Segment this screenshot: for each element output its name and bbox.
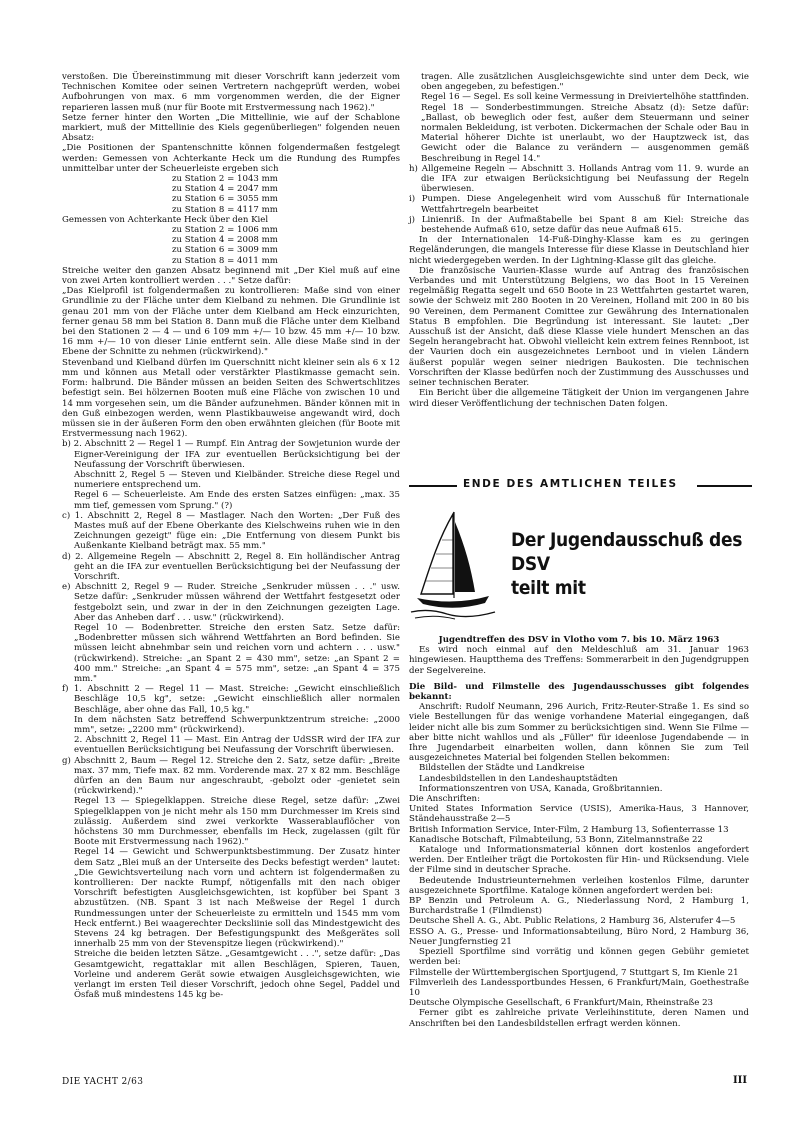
paragraph: h) Allgemeine Regeln — Abschnitt 3. Hollands Antrag vom 11. 9. wurde an die IFA zur etwaigen Berücksichtigung bei Neufassung der Regeln überwiesen. (409, 163, 749, 195)
paragraph: zu Station 6 = 3009 mm (172, 245, 278, 256)
paragraph: zu Station 4 = 2008 mm (172, 235, 278, 246)
paragraph: „Die Positionen der Spantenschnitte können folgendermaßen festgelegt werden: Gemessen von Achterkante Heck um die Rundung des Rumpfes unmittelbar unter der Scheuerleiste ergeben sich (62, 143, 400, 174)
banner-rule-left (409, 485, 457, 487)
end-of-official-section-banner (409, 478, 752, 492)
sailboat-illustration (409, 508, 499, 623)
paragraph: British Information Service, Inter-Film, 2 Hamburg 13, Sofienterrasse 13 (409, 824, 729, 835)
section-title (511, 528, 752, 600)
paragraph: Gemessen von Achterkante Heck über den Kiel (62, 214, 269, 225)
paragraph: Abschnitt 2, Regel 5 — Steven und Kielbänder. Streiche diese Regel und numeriere entsprechend um. (74, 469, 400, 491)
paragraph: f) 1. Abschnitt 2 — Regel 11 — Mast. Streiche: „Gewicht einschließlich Beschläge 10,5 kg", setze: „Gewicht einschließlich aller normalen Beschläge, aber ohne das Fall, 10,5 kg." (62, 684, 400, 715)
paragraph: c) 1. Abschnitt 2, Regel 8 — Mastlager. Nach den Worten: „Der Fuß des Mastes muß auf der Ebene Oberkante des Kielschweins ruhen wie in den Zeichnungen gezeigt" füge ein: „Die Entfernung von diesem Punkt bis Außenkante Kielband beträgt max. 55 mm." (62, 510, 400, 552)
youth-committee-header (409, 508, 752, 623)
paragraph: Filmverleih des Landessportbundes Hessen, 6 Frankfurt/Main, Goethestraße 10 (409, 977, 749, 998)
paragraph: Setze ferner hinter den Worten „Die Mittellinie, wie auf der Schablone markiert, muß der Mittellinie des Kiels gegenüberliegen" folgenden neuen Absatz: (62, 112, 400, 144)
paragraph: Die Bild- und Filmstelle des Jugendausschusses gibt folgendes bekannt: (409, 681, 749, 703)
paragraph: zu Station 4 = 2047 mm (172, 184, 278, 195)
paragraph: Regel 13 — Spiegelklappen. Streiche diese Regel, setze dafür: „Zwei Spiegelklappen von je nicht mehr als 150 mm Durchmesser im Kreis sind zulässig. Außerdem sind zwei verkorkte Wasserablauflöcher von höchstens 30 mm Durchmesser, ebenfalls im Heck, zugelassen (gilt für Boote mit Erstvermessung nach 1962)." (74, 796, 400, 848)
paragraph: zu Station 2 = 1043 mm (172, 174, 278, 185)
paragraph: i) Pumpen. Diese Angelegenheit wird vom Ausschuß für Internationale Wettfahrtregeln bearbeitet (409, 194, 749, 215)
paragraph: d) 2. Allgemeine Regeln — Abschnitt 2, Regel 8. Ein holländischer Antrag geht an die IFA zur eventuellen Berücksichtigung bei der Neufassung der Vorschrift. (62, 551, 400, 582)
paragraph: Speziell Sportfilme sind vorrätig und können gegen Gebühr gemietet werden bei: (409, 947, 749, 968)
paragraph: Regel 14 — Gewicht und Schwerpunktsbestimmung. Der Zusatz hinter dem Satz „Blei muß an der Unterseite des Decks befestigt werden" lautet: „Die Gewichtsverteilung nach vorn und achtern ist folgendermaßen zu kontrollieren: Der nackte Rumpf, nötigenfalls mit den nach obiger Vorschrift befestigten Ausgleichsgewichten, ist kopfüber bei Spant 3 abzustützen. (NB. Spant 3 ist nach Meßweise der Regel 1 durch Rundmessungen unter der Scheuerleiste zu ermitteln und 1545 mm vom Heck entfernt.) Bei waagerechter Decksliinie soll das Mindestgewicht des Stevens 24 kg betragen. Der Befestigungspunkt des Meßgerätes soll innerhalb 25 mm von der Stevenspitze liegen (rückwirkend)." (74, 847, 400, 950)
paragraph: In der Internationalen 14-Fuß-Dinghy-Klasse kam es zu geringen Regeländerungen, die mangels Interesse für diese Klasse in Deutschland hier nicht wiedergegeben werden. In der Lightning-Klasse gilt das gleiche. (409, 235, 749, 266)
paragraph: b) 2. Abschnitt 2 — Regel 1 — Rumpf. Ein Antrag der Sowjetunion wurde der Eigner-Vereinigung der IFA zur eventuellen Berücksichtigung bei der Neufassung der Vorschrift überwiesen. (62, 439, 400, 470)
paragraph: j) Linienriß. In der Aufmaßtabelle bei Spant 8 am Kiel: Streiche das bestehende Aufmaß 610, setze dafür das neue Aufmaß 615. (409, 214, 749, 236)
paragraph: Regel 16 — Segel. Es soll keine Vermessung in Dreiviertelhöhe stattfinden. (421, 92, 749, 103)
paragraph: zu Station 6 = 3055 mm (172, 194, 278, 205)
paragraph: Regel 6 — Scheuerleiste. Am Ende des ersten Satzes einfügen: „max. 35 mm tief, gemessen vom Sprung." (?) (74, 490, 400, 511)
right-column-top (409, 72, 749, 409)
paragraph: e) Abschnitt 2, Regel 9 — Ruder. Streiche „Senkruder müssen . . ." usw. Setze dafür: „Senkruder müssen während der Wettfahrt festgesetzt oder festgebolzt sein, und zwar in der in den Zeichnungen gezeigten Lage. Aber das Anheben darf . . . usw." (rückwirkend). (62, 582, 400, 623)
paragraph: Stevenband und Kielband dürfen im Querschnitt nicht kleiner sein als 6 x 12 mm und können aus Metall oder verstärkter Plastikmasse gemacht sein. Form: halbrund. Die Bänder müssen an beiden Seiten des Schwertschlitzes befestigt sein. Bei hölzernen Booten muß eine Fläche von zwischen 10 und 14 mm vorgesehen sein, um die Bänder aufzunehmen. Bänder können mit in den Guß einbezogen werden, wenn Plastikbauweise angewandt wird, doch müssen sie in der äußeren Form den oben erwähnten gleichen (für Boote mit Erstvermessung nach 1962). (62, 357, 400, 440)
paragraph: Bildstellen der Städte und Landkreise (419, 763, 585, 774)
paragraph: Kataloge und Informationsmaterial können dort kostenlos angefordert werden. Der Entleiher trägt die Portokosten für Hin- und Rücksendung. Viele der Filme sind in deutscher Sprache. (409, 845, 749, 876)
paragraph: Anschrift: Rudolf Neumann, 296 Aurich, Fritz-Reuter-Straße 1. Es sind so viele Bestellungen für das wenige vorhandene Material eingegangen, daß leider nicht alle bis zum Sommer zu berücksichtigen sind. Wenn Sie Filme — aber bitte nicht wahllos und als „Füller" für ideenlose Jugendabende — in Ihre Jugendarbeit einarbeiten wollen, dann können Sie zum Teil ausgezeichnetes Material bei folgenden Stellen bekommen: (409, 702, 749, 764)
paragraph: 2. Abschnitt 2, Regel 11 — Mast. Ein Antrag der UdSSR wird der IFA zur eventuellen Berücksichtigung bei Neufassung der Vorschrift überwiesen. (74, 735, 400, 756)
paragraph: Landesbildstellen in den Landeshauptstädten (419, 773, 618, 784)
paragraph: Jugendtreffen des DSV in Vlotho vom 7. bis 10. März 1963 (438, 635, 720, 645)
paragraph: Kanadische Botschaft, Filmabteilung, 53 Bonn, Zitelmannstraße 22 (409, 834, 703, 845)
paragraph: Filmstelle der Württembergischen Sportjugend, 7 Stuttgart S, Im Kienle 21 (409, 967, 739, 978)
paragraph: zu Station 8 = 4011 mm (172, 255, 278, 266)
paragraph: „Das Kielprofil ist folgendermaßen zu kontrollieren: Maße sind von einer Grundlinie zu der Fläche unter dem Kielband zu nehmen. Die Grundlinie ist genau 201 mm von der Fläche unter dem Kielband am Heck einzurichten, ferner genau 58 mm bei Station 8. Dann muß die Fläche unter dem Kielband bei den Stationen 2 — 4 — und 6 109 mm +/— 10 bzw. 45 mm +/— 10 bzw. 16 mm +/— 10 von dieser Linie entfernt sein. Alle diese Maße sind in der Ebene der Schnitte zu nehmen (rückwirkend)." (62, 286, 400, 358)
paragraph: zu Station 8 = 4117 mm (172, 204, 278, 215)
right-column-bottom (409, 635, 749, 1029)
paragraph: BP Benzin und Petroleum A. G., Niederlassung Nord, 2 Hamburg 1, Burchardstraße 1 (Filmdienst) (409, 896, 749, 917)
paragraph: Streiche die beiden letzten Sätze. „Gesamtgewicht . . .", setze dafür: „Das Gesamtgewicht, regattaklar mit allen Beschlägen, Spieren, Tauen, Vorleine und anderem Gerät sowie etwaigen Ausgleichsgewichten, wie verlangt im ersten Teil dieser Vorschrift, jedoch ohne Segel, Paddel und Ösfaß muß mindestens 145 kg be- (74, 949, 400, 1001)
paragraph: Ferner gibt es zahlreiche private Verleihinstitute, deren Namen und Anschriften bei den Landesbildstellen erfragt werden können. (409, 1008, 749, 1029)
paragraph: g) Abschnitt 2, Baum — Regel 12. Streiche den 2. Satz, setze dafür: „Breite max. 37 mm, Tiefe max. 82 mm. Vorderende max. 27 x 82 mm. Beschläge dürfen an den Baum nur angeschraubt, -gebolzt oder -genietet sein (rückwirkend)." (62, 755, 400, 797)
paragraph: United States Information Service (USIS), Amerika-Haus, 3 Hannover, Ständehausstraße 2—5 (409, 804, 749, 825)
paragraph: Ein Bericht über die allgemeine Tätigkeit der Union im vergangenen Jahre wird dieser Veröffentlichung der technischen Daten folgen. (409, 388, 749, 409)
paragraph: Die französische Vaurien-Klasse wurde auf Antrag des französischen Verbandes und mit Unterstützung Belgiens, wo das Boot in 15 Vereinen regelmäßig Regatta segelt und 650 Boote in 23 Wettfahrten gestartet waren, sowie der Schweiz mit 280 Booten in 20 Vereinen, Holland mit 200 in 80 bis 90 Vereinen, dem Permanent Comittee zur Gewährung des Internationalen Status B empfohlen. Die Begründung ist interessant. Sie lautet: „Der Ausschuß ist der Ansicht, daß diese Klasse viele hundert Menschen an das Segeln herangebracht hat. Obwohl vielleicht kein extrem feines Rennboot, ist der Vaurien doch ein ausgezeichnetes Lernboot und in vielen Ländern äußerst populär wegen seiner niedrigen Baukosten. Die technischen Vorschriften der Klasse bedürfen noch der Zustimmung des Ausschusses und seiner technischen Berater. (409, 265, 749, 389)
paragraph: Regel 10 — Bodenbretter. Streiche den ersten Satz. Setze dafür: „Bodenbretter müssen sich während Wettfahrten an Bord befinden. Sie müssen leicht abnehmbar sein und reichen vorn und achtern . . . usw." (rückwirkend). Streiche: „an Spant 2 = 430 mm", setze: „an Spant 2 = 400 mm." Streiche: „an Spant 4 = 575 mm", setze: „an Spant 4 = 375 mm." (74, 622, 400, 684)
paragraph: In dem nächsten Satz betreffend Schwerpunktzentrum streiche: „2000 mm", setze: „2200 mm" (rückwirkend). (74, 714, 400, 735)
paragraph: Bedeutende Industrieunternehmen verleihen kostenlos Filme, darunter ausgezeichnete Sportfilme. Kataloge können angefordert werden bei: (409, 875, 749, 896)
paragraph: Deutsche Shell A. G., Abt. Public Relations, 2 Hamburg 36, Alsterufer 4—5 (409, 916, 736, 927)
paragraph: zu Station 2 = 1006 mm (172, 225, 278, 236)
paragraph: verstoßen. Die Übereinstimmung mit dieser Vorschrift kann jederzeit vom Technischen Komitee oder seinen Vertretern nachgeprüft werden, wobei Aufbohrungen von max. 6 mm vorgenommen werden, die der Eigner reparieren lassen muß (nur für Boote mit Erstvermessung nach 1962)." (62, 72, 400, 113)
paragraph: Informationszentren von USA, Kanada, Großbritannien. (419, 783, 663, 794)
paragraph: tragen. Alle zusätzlichen Ausgleichsgewichte sind unter dem Deck, wie oben angegeben, zu befestigen." (421, 72, 749, 93)
paragraph: Streiche weiter den ganzen Absatz beginnend mit „Der Kiel muß auf eine von zwei Arten kontrolliert werden . . ." Setze dafür: (62, 265, 400, 287)
paragraph: Die Anschriften: (409, 794, 480, 805)
paragraph: ESSO A. G., Presse- und Informationsabteilung, Büro Nord, 2 Hamburg 36, Neuer Jungfernstieg 21 (409, 926, 749, 947)
paragraph: Es wird noch einmal auf den Meldeschluß am 31. Januar 1963 hingewiesen. Hauptthema des Treffens: Sommerarbeit in den Jugendgruppen der Segelvereine. (409, 645, 749, 676)
section-title-line-2: teilt mit (511, 577, 586, 599)
footer-publication: DIE YACHT 2/63 (62, 1077, 144, 1087)
paragraph: Regel 18 — Sonderbestimmungen. Streiche Absatz (d): Setze dafür: „Ballast, ob beweglich oder fest, außer dem Steuermann und seiner normalen Bekleidung, ist verboten. Dickermachen der Schale oder Bau in Material höherer Dichte ist unerlaubt, wo der Hauptzweck ist, das Gewicht oder die Balance zu verändern — ausgenommen gemäß Beschreibung in Regel 14." (421, 102, 749, 164)
section-title-line-1: Der Jugendausschuß des DSV (511, 529, 743, 575)
paragraph: Deutsche Olympische Gesellschaft, 6 Frankfurt/Main, Rheinstraße 23 (409, 998, 714, 1009)
left-column (62, 72, 400, 1000)
banner-rule-right (697, 485, 752, 487)
banner-text: ENDE DES AMTLICHEN TEILES (463, 478, 678, 490)
footer-page-number: III (733, 1075, 748, 1086)
